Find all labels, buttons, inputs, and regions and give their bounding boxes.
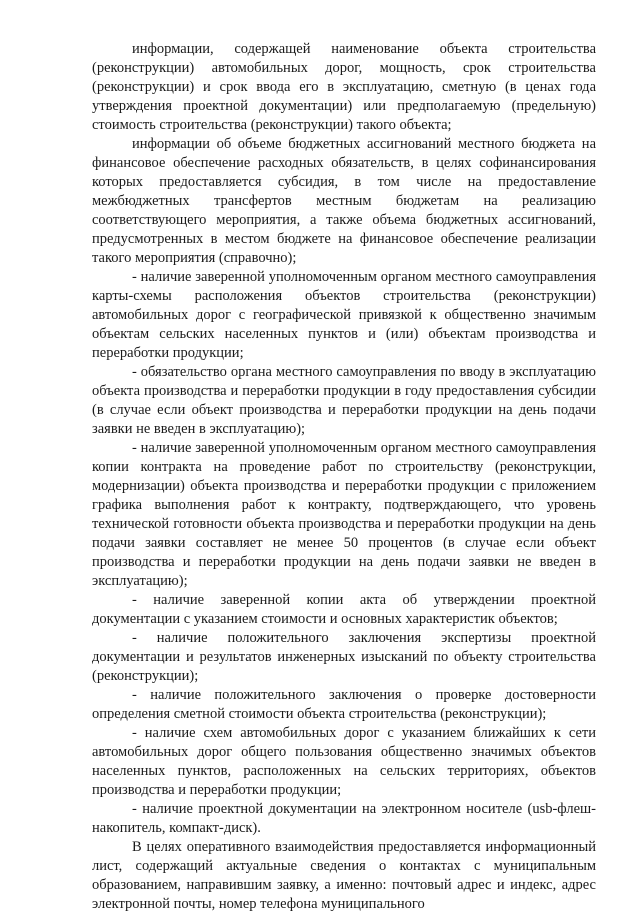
document-body (92, 40, 596, 914)
paragraph-expert-conclusion: - наличие положительного заключения экспертизы проектной документации и результатов инженерных изысканий по объекту строительства (реконструкции); (92, 630, 596, 684)
paragraph-budget-info: информации об объеме бюджетных ассигнований местного бюджета на финансовое обеспечение расходных обязательств, в целях софинансирования которых предоставляется субсидия, в том числе на предоставление межбюджетных трансфертов местным бюджетам на реализацию соответствующего мероприятия, а также объема бюджетных ассигнований, предусмотренных в местом бюджете на финансовое обеспечение реализации такого мероприятия (справочно); (92, 136, 596, 266)
paragraph-contract-copy: - наличие заверенной уполномоченным органом местного самоуправления копии контракта на проведение работ по строительству (реконструкции, модернизации) объекта производства и переработки продукции с приложением графика выполнения работ к контракту, подтверждающего, что уровень технической готовности объекта производства и переработки продукции на день подачи заявки составляет не менее 50 процентов (в случае если объект производства и переработки продукции на день подачи заявки не введен в эксплуатацию); (92, 440, 596, 589)
paragraph-electronic-media: - наличие проектной документации на электронном носителе (usb-флеш-накопитель, компакт-диск). (92, 801, 596, 836)
paragraph-commissioning-obligation: - обязательство органа местного самоуправления по вводу в эксплуатацию объекта производства и переработки продукции в году предоставления субсидии (в случае если объект производства и переработки продукции на день подачи заявки не введен в эксплуатацию); (92, 364, 596, 437)
paragraph-project-info: информации, содержащей наименование объекта строительства (реконструкции) автомобильных дорог, мощность, срок строительства (реконструкции) и срок ввода его в эксплуатацию, сметную (в ценах года утверждения проектной документации) или предполагаемую (предельную) стоимость строительства (реконструкции) такого объекта; (92, 41, 596, 133)
paragraph-road-schemes: - наличие схем автомобильных дорог с указанием ближайших к сети автомобильных дорог общего пользования общественно значимых объектов населенных пунктов, расположенных на сельских территориях, объектов производства и переработки продукции; (92, 725, 596, 798)
paragraph-map-scheme: - наличие заверенной уполномоченным органом местного самоуправления карты-схемы расположения объектов строительства (реконструкции) автомобильных дорог с географической привязкой к общественно значимым объектам сельских населенных пунктов и (или) объектам производства и переработки продукции; (92, 269, 596, 361)
paragraph-cost-verification: - наличие положительного заключения о проверке достоверности определения сметной стоимости объекта строительства (реконструкции); (92, 687, 596, 722)
paragraph-contact-info: В целях оперативного взаимодействия предоставляется информационный лист, содержащий актуальные сведения о контактах с муниципальным образованием, направившим заявку, а именно: почтовый адрес и индекс, адрес электронной почты, номер телефона муниципального (92, 839, 596, 912)
paragraph-approval-act: - наличие заверенной копии акта об утверждении проектной документации с указанием стоимости и основных характеристик объектов; (92, 592, 596, 627)
